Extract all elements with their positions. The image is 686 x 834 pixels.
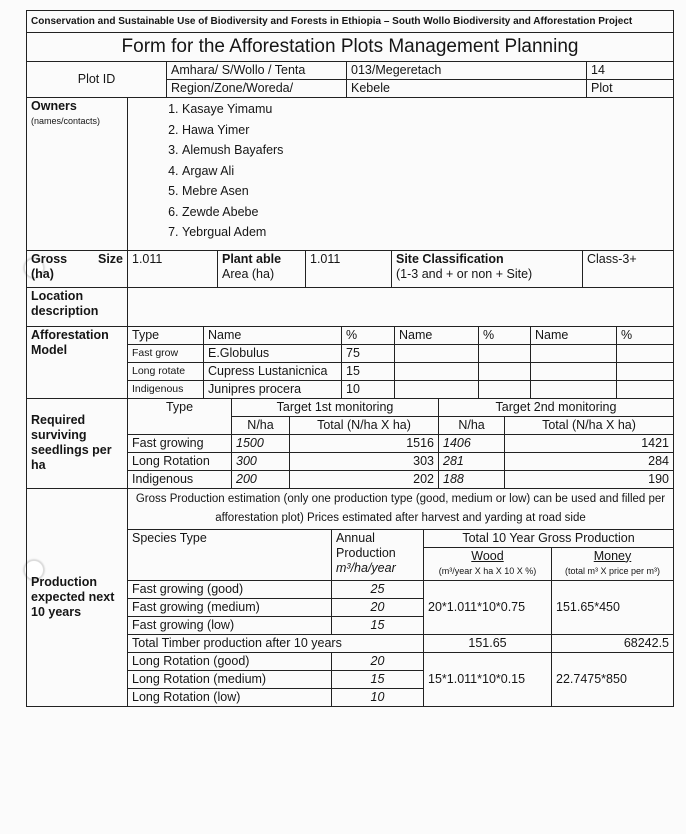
seedling-row: Indigenous 200 202 188 190	[27, 470, 674, 488]
species-type-header: Species Type	[128, 529, 332, 580]
model-col-pct-3: %	[617, 327, 674, 345]
owner-item: 4. Argaw Ali	[182, 161, 669, 182]
owners-label-cell	[27, 98, 128, 250]
owners-list-cell	[128, 98, 674, 250]
owners-sublabel: (names/contacts)	[31, 116, 101, 126]
seedlings-label: Required surviving seedlings per ha	[27, 399, 128, 489]
region-value: Amhara/ S/Wollo / Tenta	[167, 62, 347, 80]
production-label: Production expected next 10 years	[27, 489, 128, 707]
total-2: Total (N/ha X ha)	[505, 416, 674, 434]
seedlings-col-type: Type	[128, 399, 232, 435]
total-wood: 151.65	[424, 634, 552, 652]
target-2-header: Target 2nd monitoring	[439, 399, 674, 417]
plantable-value: 1.011	[306, 251, 392, 288]
owners-label: Owners	[31, 99, 77, 113]
seedling-row: Fast growing 1500 1516 1406 1421	[27, 434, 674, 452]
location-label: Location description	[27, 288, 128, 326]
production-row: Long Rotation (low) 10	[27, 688, 674, 706]
model-table	[26, 327, 674, 399]
long-money-formula: 22.7475*850	[552, 652, 674, 706]
fast-money-formula: 151.65*450	[552, 580, 674, 634]
plot-value: 14	[587, 62, 674, 80]
target-1-header: Target 1st monitoring	[232, 399, 439, 417]
model-row: Long rotate Cupress Lustanicnica 15	[27, 362, 674, 380]
total-1: Total (N/ha X ha)	[290, 416, 439, 434]
annual-production-header: Annual Production m³/ha/year	[332, 529, 424, 580]
model-row: Indigenous Junipres procera 10	[27, 380, 674, 398]
production-row: Fast growing (good) 25 20*1.011*10*0.75 151.65*450	[27, 580, 674, 598]
model-col-name-2: Name	[395, 327, 479, 345]
form-page	[26, 10, 674, 707]
region-label: Region/Zone/Woreda/	[167, 80, 347, 98]
production-intro: Gross Production estimation (only one production type (good, medium or low) can be used and filled per afforestation plot) Prices estimated after harvest and yarding at road side	[128, 489, 674, 530]
project-title: Conservation and Sustainable Use of Biodiversity and Forests in Ethiopia – South Wollo Biodiversity and Afforestation Project	[27, 11, 674, 33]
model-col-type: Type	[128, 327, 204, 345]
model-col-pct-2: %	[479, 327, 531, 345]
plot-id-label: Plot ID	[27, 62, 167, 98]
plot-label: Plot	[587, 80, 674, 98]
nha-2: N/ha	[439, 416, 505, 434]
site-class-value: Class-3+	[583, 251, 674, 288]
size-table	[26, 251, 674, 289]
seedlings-table	[26, 399, 674, 489]
model-label: Afforestation Model	[27, 327, 128, 399]
owner-item: 6. Zewde Abebe	[182, 202, 669, 223]
owners-list	[132, 99, 669, 243]
total-10yr-header: Total 10 Year Gross Production	[424, 529, 674, 547]
total-money: 68242.5	[552, 634, 674, 652]
total-timber-label: Total Timber production after 10 years	[128, 634, 424, 652]
header-table	[26, 10, 674, 62]
gross-size-label: Gross Size (ha)	[27, 251, 128, 288]
owner-item: 3. Alemush Bayafers	[182, 140, 669, 161]
money-header: Money (total m³ X price per m³)	[552, 547, 674, 580]
kebele-label: Kebele	[347, 80, 587, 98]
gross-size-value: 1.011	[128, 251, 218, 288]
kebele-value: 013/Megeretach	[347, 62, 587, 80]
nha-1: N/ha	[232, 416, 290, 434]
wood-header: Wood (m³/year X ha X 10 X %)	[424, 547, 552, 580]
production-row: Long Rotation (good) 20 15*1.011*10*0.15 22.7475*850	[27, 652, 674, 670]
production-row: Long Rotation (medium) 15	[27, 670, 674, 688]
production-row: Fast growing (medium) 20	[27, 598, 674, 616]
long-wood-formula: 15*1.011*10*0.15	[424, 652, 552, 706]
location-value	[128, 288, 674, 326]
plantable-label-cell: Plant able Area (ha)	[218, 251, 306, 288]
fast-wood-formula: 20*1.011*10*0.75	[424, 580, 552, 634]
site-classification-cell: Site Classification (1-3 and + or non + Site)	[392, 251, 583, 288]
model-row: Fast grow E.Globulus 75	[27, 344, 674, 362]
owner-item: 2. Hawa Yimer	[182, 120, 669, 141]
model-col-name: Name	[204, 327, 342, 345]
production-row: Fast growing (low) 15	[27, 616, 674, 634]
owner-item: 7. Yebrgual Adem	[182, 222, 669, 243]
owner-item: 5. Mebre Asen	[182, 181, 669, 202]
location-table	[26, 288, 674, 327]
seedling-row: Long Rotation 300 303 281 284	[27, 452, 674, 470]
owner-item: 1. Kasaye Yimamu	[182, 99, 669, 120]
plot-id-table	[26, 62, 674, 98]
production-table	[26, 489, 674, 707]
form-title: Form for the Afforestation Plots Management Planning	[27, 33, 674, 62]
owners-table	[26, 98, 674, 251]
model-col-pct: %	[342, 327, 395, 345]
model-col-name-3: Name	[531, 327, 617, 345]
